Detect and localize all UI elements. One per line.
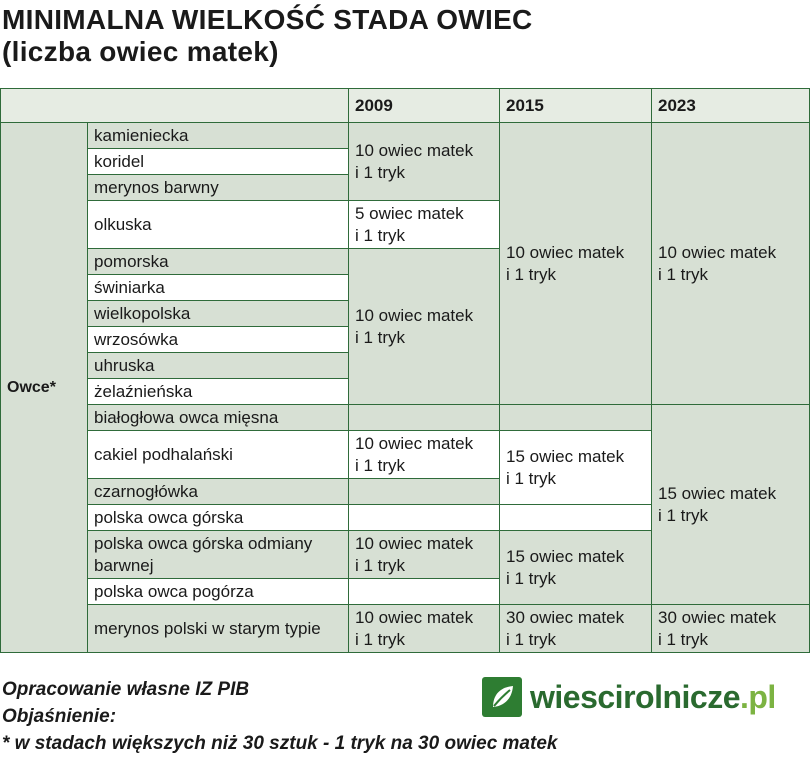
value-2009-empty-cell	[349, 479, 500, 505]
value-2015-cell: 15 owiec matek i 1 tryk	[500, 431, 652, 505]
logo-text	[530, 679, 776, 716]
breed-cell: kamieniecka	[88, 123, 349, 149]
table-row	[1, 123, 810, 149]
value-2009-empty-cell	[349, 405, 500, 431]
breed-cell: polska owca górska	[88, 505, 349, 531]
logo-name: wiescirolnicze	[530, 678, 740, 715]
breed-cell: merynos barwny	[88, 175, 349, 201]
breed-cell: merynos polski w starym typie	[88, 605, 349, 653]
value-2009-cell: 10 owiec matek i 1 tryk	[349, 123, 500, 201]
leaf-icon	[482, 677, 522, 717]
value-2015-empty-cell	[500, 505, 652, 531]
breed-cell: świniarka	[88, 275, 349, 301]
value-2023-cell: 10 owiec matek i 1 tryk	[652, 123, 810, 405]
explanation-label: Objaśnienie:	[2, 706, 117, 727]
table-row	[1, 405, 810, 431]
table-header-row	[1, 89, 810, 123]
value-2009-empty-cell	[349, 505, 500, 531]
brand-logo	[482, 676, 776, 718]
value-2009-cell: 5 owiec matek i 1 tryk	[349, 201, 500, 249]
value-2009-empty-cell	[349, 579, 500, 605]
logo-domain: .pl	[739, 678, 776, 715]
breed-cell: wielkopolska	[88, 301, 349, 327]
species-group-cell: Owce*	[1, 123, 88, 653]
header-year-2009: 2009	[349, 89, 500, 123]
breed-cell: koridel	[88, 149, 349, 175]
breed-cell: białogłowa owca mięsna	[88, 405, 349, 431]
footer-notes	[2, 676, 557, 757]
footnote: * w stadach większych niż 30 sztuk - 1 tryk na 30 owiec matek	[2, 733, 558, 754]
breed-cell: czarnogłówka	[88, 479, 349, 505]
value-2015-empty-cell	[500, 405, 652, 431]
value-2009-cell: 10 owiec matek i 1 tryk	[349, 605, 500, 653]
breed-cell: żelaźnieńska	[88, 379, 349, 405]
value-2009-cell: 10 owiec matek i 1 tryk	[349, 249, 500, 405]
value-2015-cell: 10 owiec matek i 1 tryk	[500, 123, 652, 405]
breed-cell: cakiel podhalański	[88, 431, 349, 479]
table-row	[1, 605, 810, 653]
breed-cell: uhruska	[88, 353, 349, 379]
breed-cell: polska owca górska odmiany barwnej	[88, 531, 349, 579]
breed-cell: olkuska	[88, 201, 349, 249]
source-note: Opracowanie własne IZ PIB	[2, 679, 250, 700]
title-line-2: (liczba owiec matek)	[2, 36, 279, 67]
value-2015-cell: 15 owiec matek i 1 tryk	[500, 531, 652, 605]
header-year-2023: 2023	[652, 89, 810, 123]
header-empty-cell	[1, 89, 349, 123]
breed-cell: wrzosówka	[88, 327, 349, 353]
sheep-herd-table	[0, 88, 810, 653]
breed-cell: polska owca pogórza	[88, 579, 349, 605]
title-line-1: MINIMALNA WIELKOŚĆ STADA OWIEC	[2, 4, 533, 35]
value-2023-cell: 30 owiec matek i 1 tryk	[652, 605, 810, 653]
value-2023-cell: 15 owiec matek i 1 tryk	[652, 405, 810, 605]
value-2015-cell: 30 owiec matek i 1 tryk	[500, 605, 652, 653]
breed-cell: pomorska	[88, 249, 349, 275]
page-title	[2, 4, 533, 68]
value-2009-cell: 10 owiec matek i 1 tryk	[349, 431, 500, 479]
header-year-2015: 2015	[500, 89, 652, 123]
value-2009-cell: 10 owiec matek i 1 tryk	[349, 531, 500, 579]
